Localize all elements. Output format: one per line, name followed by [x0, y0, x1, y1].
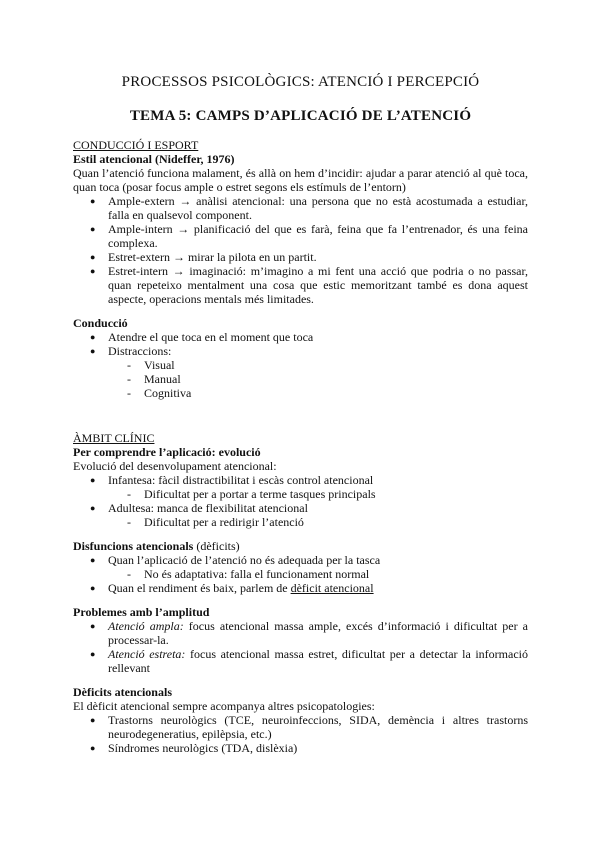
- list-item: ● Estret-intern → imaginació: m’imagino a mi fent una acció que podria o no passar, quan repeteixo mentalment una cosa que estic memoritzant també es dona aquest aspecte, operacions mentals més limitades.: [90, 264, 528, 306]
- paragraph: Evolució del desenvolupament atencional:: [73, 459, 277, 473]
- list-item: - Dificultat per a redirigir l’atenció: [127, 515, 304, 529]
- bullet-icon: ●: [90, 555, 96, 565]
- list-item: - Visual: [127, 358, 175, 372]
- bullet-icon: ●: [90, 649, 96, 659]
- subsection-heading: Disfuncions atencionals (dèficits): [73, 539, 240, 553]
- subsection-heading: Conducció: [73, 316, 128, 330]
- dash-list: [73, 515, 528, 529]
- dash-list: [73, 487, 528, 501]
- list-item: ● Quan el rendiment és baix, parlem de dèficit atencional: [90, 581, 374, 595]
- bullet-icon: ●: [90, 332, 96, 342]
- deficit-link-text: dèficit atencional: [290, 581, 374, 595]
- section-conduccio-esport: [73, 138, 528, 400]
- bullet-list: [73, 713, 528, 755]
- list-item: - Manual: [127, 372, 181, 386]
- bullet-list: [73, 501, 528, 515]
- bullet-icon: ●: [90, 346, 96, 356]
- dash-list: [73, 358, 528, 400]
- bullet-list: [73, 194, 528, 306]
- list-item: - Dificultat per a portar a terme tasques principals: [127, 487, 376, 501]
- bullet-icon: ●: [90, 583, 96, 593]
- list-item: ● Quan l’aplicació de l’atenció no és adequada per la tasca: [90, 553, 381, 567]
- list-item: ● Estret-extern → mirar la pilota en un partit.: [90, 250, 317, 264]
- list-item: ● Ample-extern → anàlisi atencional: una persona que no està acostumada a estudiar, falla en qualsevol component.: [90, 194, 528, 222]
- bullet-list: [73, 473, 528, 487]
- bullet-icon: ●: [90, 266, 96, 276]
- list-item: ● Síndromes neurològics (TDA, dislèxia): [90, 741, 298, 755]
- bullet-icon: ●: [90, 252, 96, 262]
- dash-list: [73, 567, 528, 581]
- document-title: PROCESSOS PSICOLÒGICS: ATENCIÓ I PERCEPCIÓ: [121, 74, 480, 90]
- list-item: ● Atendre el que toca en el moment que toca: [90, 330, 314, 344]
- list-item: - No és adaptativa: falla el funcionament normal: [127, 567, 370, 581]
- list-item: - Cognitiva: [127, 386, 192, 400]
- bullet-list: [73, 619, 528, 675]
- list-item: ● Trastorns neurològics (TCE, neuroinfeccions, SIDA, demència i altres trastorns neurodegeneratius, epilèpsia, etc.): [90, 713, 528, 741]
- bullet-icon: ●: [90, 743, 96, 753]
- paragraph: El dèficit atencional sempre acompanya altres psicopatologies:: [73, 699, 375, 713]
- list-item: ● Atenció estreta: focus atencional massa estret, dificultat per a detectar la informació rellevant: [90, 647, 528, 675]
- bullet-icon: ●: [90, 475, 96, 485]
- section-ambit-clinic: [73, 431, 528, 755]
- bullet-icon: ●: [90, 224, 96, 234]
- list-item: ● Ample-intern → planificació del que es farà, feina que fa l’entrenador, és una feina complexa.: [90, 222, 528, 250]
- section-heading: CONDUCCIÓ I ESPORT: [73, 138, 199, 152]
- bullet-list: [73, 553, 528, 567]
- subsection-heading: Per comprendre l’aplicació: evolució: [73, 445, 261, 459]
- paragraph: Quan l’atenció funciona malament, és allà on hem d’incidir: ajudar a parar atenció al què toca, quan toca (posar focus ample o estret segons els estímuls de l’entorn): [73, 166, 528, 194]
- bullet-icon: ●: [90, 196, 96, 206]
- subsection-heading: Estil atencional (Nideffer, 1976): [73, 152, 235, 166]
- bullet-icon: ●: [90, 621, 96, 631]
- subsection-heading: Problemes amb l’amplitud: [73, 605, 210, 619]
- list-item: ● Infantesa: fàcil distractibilitat i escàs control atencional: [90, 473, 374, 487]
- bullet-list: [73, 330, 528, 358]
- bullet-list: [73, 581, 528, 595]
- list-item: ● Distraccions:: [90, 344, 172, 358]
- document-subtitle: TEMA 5: CAMPS D’APLICACIÓ DE L’ATENCIÓ: [129, 108, 472, 124]
- section-heading: ÀMBIT CLÍNIC: [73, 431, 155, 445]
- bullet-icon: ●: [90, 715, 96, 725]
- list-item: ● Atenció ampla: focus atencional massa ample, excés d’informació i dificultat per a processar-la.: [90, 619, 528, 647]
- list-item: ● Adultesa: manca de flexibilitat atencional: [90, 501, 308, 515]
- subsection-heading: Dèficits atencionals: [73, 685, 172, 699]
- bullet-icon: ●: [90, 503, 96, 513]
